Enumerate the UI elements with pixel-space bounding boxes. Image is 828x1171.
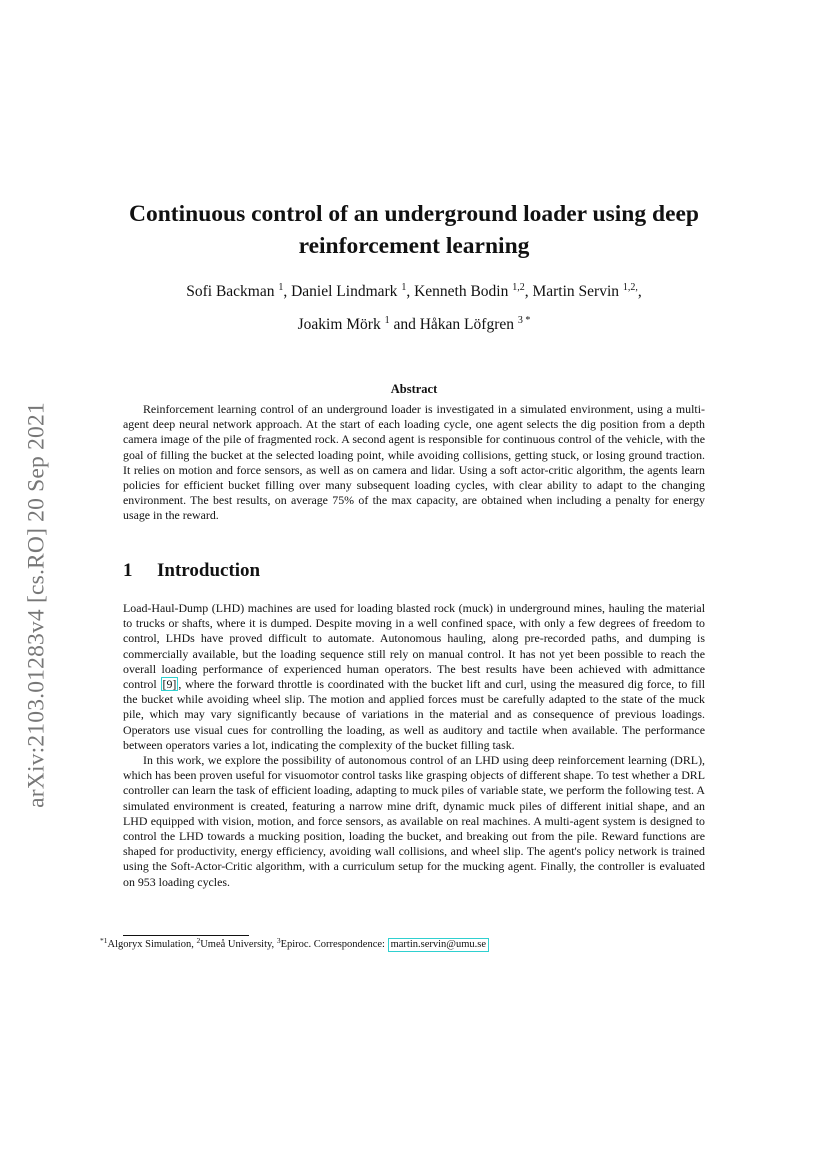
section-title: Introduction [157,560,261,581]
affiliation-number: 1 [103,936,108,945]
paragraph-text: , where the forward throttle is coordinated with the bucket lift and curl, using the measured dig force, to fill the bucket while avoiding wheel slip. The motion and applied forces must be carefully adapted to the state of the muck pile, which may vary significantly because of variations in the material and as consequence of previous loadings. Operators use visual cues for controlling the loading, as well as auditory and tactile when available. The performance between operators varies a lot, indicating the complexity of the bucket filling task. [123,677,706,752]
author-affiliation: 1 [384,315,390,326]
author-separator: and [389,316,420,333]
affiliation-text: Algoryx Simulation, [107,939,197,950]
author-list [100,275,728,341]
author-affiliation: 3 * [517,315,531,326]
author-line-2 [100,308,728,341]
author-name: Joakim Mörk [297,316,381,333]
footnote-divider [123,935,249,936]
author-affiliation: 1 [278,282,284,293]
author-line-1 [100,275,728,308]
author-name: Kenneth Bodin [414,283,509,300]
affiliation-number: 3 [276,936,281,945]
paper-title: Continuous control of an underground loader using deep reinforcement learning [128,201,699,259]
author-name: Håkan Löfgren [419,316,514,333]
author-affiliation: 1 [401,282,407,293]
author-separator: , [524,283,533,300]
author-name: Sofi Backman [186,283,275,300]
citation-link[interactable]: [9] [162,677,177,692]
abstract-text: Reinforcement learning control of an underground loader is investigated in a simulated environment, using a multi-agent deep neural network approach. At the start of each loading cycle, one agent selects the dig position from a depth camera image of the pile of fragmented rock. A second agent is responsible for continuous control of the vehicle, with the goal of filling the bucket at the selected loading point, while avoiding collisions, getting stuck, or losing ground traction. It relies on motion and force sensors, as well as on camera and lidar. Using a soft actor-critic algorithm, the agents learn policies for efficient bucket filling over many subsequent loading cycles, with clear ability to adapt to the changing environment. The best results, on average 75% of the max capacity, are obtained when including a penalty for energy usage in the reward. [123,402,705,523]
introduction-body [123,601,705,890]
paragraph-text: Load-Haul-Dump (LHD) machines are used for loading blasted rock (muck) in underground mines, hauling the material to trucks or shafts, where it is dumped. Despite moving in a well confined space, with only a few degrees of freedom to control, LHDs have proved difficult to automate. Autonomous hauling, along pre-recorded paths, and dumping is commercially available, but the loading sequence still rely on manual control. It has not yet been possible to reach the overall loading performance of experienced human operators. The best results have been achieved with admittance control [123,601,705,692]
paragraph [123,601,705,753]
author-affiliation: 1,2, [622,282,638,293]
author-separator: , [637,283,642,300]
arxiv-sidebar [20,360,54,850]
author-name: Daniel Lindmark [291,283,398,300]
affiliation-text: Epiroc. Correspondence: [280,939,388,950]
paragraph: In this work, we explore the possibility of autonomous control of an LHD using deep reinforcement learning (DRL), which has been proven useful for visuomotor control tasks like grasping objects of different shape. To test whether a DRL controller can learn the task of efficient loading, adapting to muck piles of variable state, we perform the following test. A simulated environment is created, featuring a narrow mine drift, dynamic muck piles of different initial shape, and an LHD equipped with vision, motion, and force sensors, as available on real machines. A multi-agent system is designed to control the LHD towards a mucking position, loading the bucket, and breaking out from the pile. Reward functions are shaped for productivity, energy efficiency, avoiding wall collisions, and wheel slip. The agent's policy network is trained using the Soft-Actor-Critic algorithm, with a curriculum setup for the mucking agent. Finally, the controller is evaluated on 953 loading cycles. [123,753,705,889]
author-separator: , [406,283,415,300]
author-separator: , [283,283,292,300]
section-heading [123,560,723,582]
abstract-heading: Abstract [390,382,438,396]
affiliation-number: 2 [196,936,201,945]
author-name: Martin Servin [532,283,619,300]
email-link[interactable]: martin.servin@umu.se [388,938,489,952]
footnote-marker: * [100,936,104,945]
footnote [100,938,740,952]
author-affiliation: 1,2 [512,282,525,293]
arxiv-identifier: arXiv:2103.01283v4 [cs.RO] 20 Sep 2021 [23,402,50,808]
affiliation-text: Umeå University, [200,939,277,950]
section-number: 1 [123,560,133,581]
